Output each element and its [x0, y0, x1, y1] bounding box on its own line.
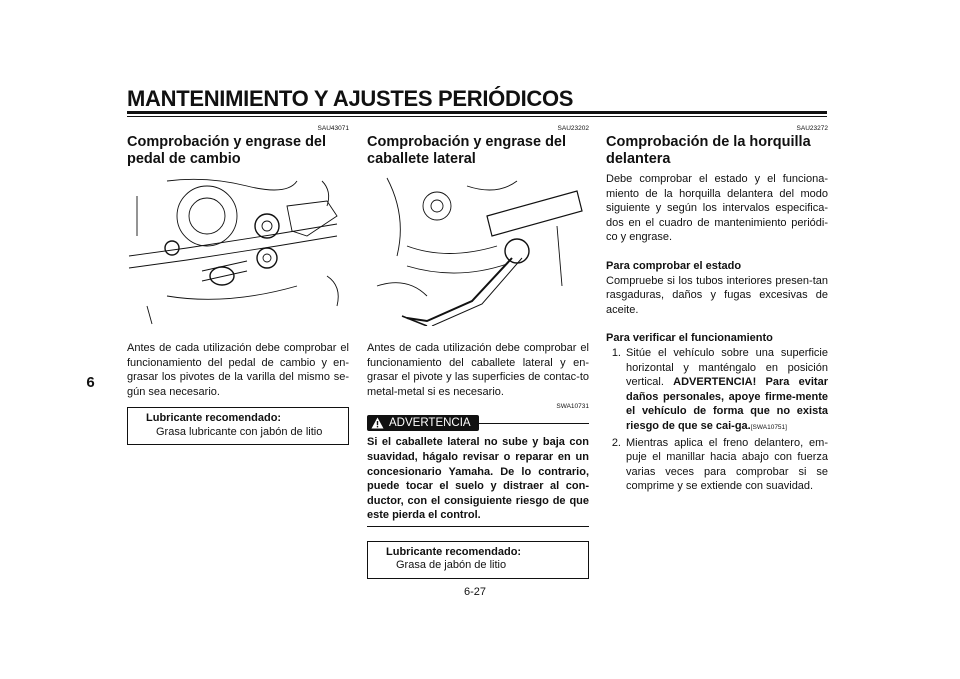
lubricant-value: Grasa de jabón de litio [396, 559, 507, 572]
section-code: SAU23202 [557, 125, 589, 132]
step-item [606, 346, 828, 436]
steps-list [606, 346, 828, 494]
section-front-fork [606, 125, 828, 494]
section-sidestand [367, 125, 589, 579]
lubricant-box [127, 407, 349, 445]
lubricant-box [367, 541, 589, 579]
section-body: Debe comprobar el estado y el funciona-miento de la horquilla delantera del modo siguiente y según los intervalos especifica-dos en el cuadro de mantenimiento periódi-co y engrase. [606, 173, 828, 244]
section-body: Antes de cada utilización debe comprobar el funcionamiento del caballete lateral y en-grasar el pivote y las superficies de contac-to metal-metal si es necesario. [367, 342, 589, 398]
warning-label: ADVERTENCIA [389, 417, 471, 430]
lubricant-title: Lubricante recomendado: [386, 545, 522, 558]
step-text [626, 346, 828, 436]
lubricant-value: Grasa lubricante con jabón de litio [156, 425, 323, 438]
sidestand-illustration [367, 176, 589, 326]
warning-code: SWA10731 [556, 403, 589, 411]
section-title: Comprobación de la horquilla delantera [606, 134, 811, 167]
shift-pedal-illustration [127, 176, 349, 326]
warning-rule [479, 423, 589, 424]
section-code: SAU43071 [317, 125, 349, 132]
step-number: 2. [611, 436, 621, 449]
subheading-condition: Para comprobar el estado [606, 259, 742, 272]
step1-warning: ADVERTENCIA! Para evitar daños personales, apoye firme-mente el vehículo de forma que no exista riesgo de que se cai-ga. [626, 376, 828, 432]
header-rule-thin [127, 116, 827, 117]
warning-text: Si el caballete lateral no sube y baja con suavidad, hágalo revisar o reparar en un concesionario Yamaha. De lo contrario, puede tocar el suelo y distraer al con-ductor, con el consiguiente riesgo de que este pierda el control. [367, 436, 589, 522]
section-shift-pedal [127, 125, 349, 445]
warning-header [367, 415, 589, 431]
page-number: 6-27 [464, 586, 487, 598]
step-item [606, 436, 828, 494]
section-title: Comprobación y engrase del pedal de cambio [127, 134, 327, 167]
lubricant-title: Lubricante recomendado: [146, 412, 282, 425]
section-body: Antes de cada utilización debe comprobar el funcionamiento del pedal de cambio y en-grasar los pivotes de la varilla del mismo se-gún sea necesario. [127, 342, 349, 398]
warning-badge [367, 415, 479, 431]
step2-text: Mientras aplica el freno delantero, em-puje el manillar hacia abajo con fuerza varias veces para comprobar si se comprime y se extiende con suavidad. [626, 436, 828, 493]
warning-triangle-icon [371, 417, 384, 429]
page-header-title: MANTENIMIENTO Y AJUSTES PERIÓDICOS [127, 86, 574, 111]
section-code: SAU23272 [796, 125, 828, 132]
header-rule [127, 111, 827, 114]
condition-body: Compruebe si los tubos interiores presen-tan rasgaduras, daños y fugas excesivas de aceite. [606, 274, 828, 316]
step1-text: Sitúe el vehículo sobre una superficie horizontal y manténgalo en posición vertical. [626, 346, 828, 389]
subheading-operation: Para verificar el funcionamiento [606, 332, 773, 345]
step1-code: [SWA10751] [750, 423, 787, 431]
chapter-tab: 6 [73, 360, 108, 404]
step-number: 1. [611, 346, 621, 359]
section-title: Comprobación y engrase del caballete lateral [367, 134, 567, 167]
warning-bottom-rule [367, 526, 589, 527]
